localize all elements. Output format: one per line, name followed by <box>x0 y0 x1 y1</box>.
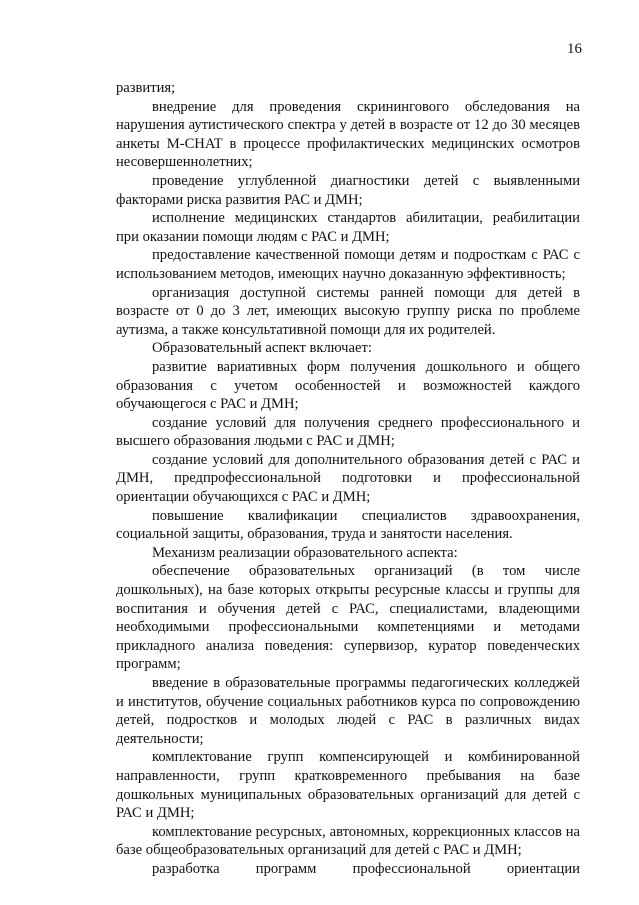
paragraph: повышение квалификации специалистов здравоохранения, социальной защиты, образования, труда и занятости населения. <box>116 507 580 543</box>
paragraph: Механизм реализации образовательного аспекта: <box>152 544 458 561</box>
document-body <box>116 79 580 879</box>
page-number: 16 <box>567 41 582 57</box>
paragraph: создание условий для дополнительного образования детей с РАС и ДМН, предпрофессиональной подготовки и профессиональной ориентации обучающихся с РАС и ДМН; <box>116 451 580 506</box>
paragraph: комплектование групп компенсирующей и комбинированной направленности, групп кратковременного пребывания на базе дошкольных муниципальных образовательных организаций для детей с РАС и ДМН; <box>116 749 580 822</box>
paragraph: Образовательный аспект включает: <box>152 340 372 357</box>
paragraph: предоставление качественной помощи детям и подросткам с РАС с использованием методов, имеющих научно доказанную эффективность; <box>116 247 580 282</box>
paragraph: внедрение для проведения скринингового обследования на нарушения аутистического спектра у детей в возрасте от 12 до 30 месяцев анкеты M-CHAT в процессе профилактических медицинских осмотров несовершеннолетних; <box>116 98 580 171</box>
paragraph: проведение углубленной диагностики детей с выявленными факторами риска развития РАС и ДМН; <box>116 172 580 208</box>
paragraph: обеспечение образовательных организаций (в том числе дошкольных), на базе которых открыты ресурсные классы и группы для воспитания и обучения детей с РАС, специалистами, владеющими необходимыми профессиональными компетенциями и методами прикладного анализа поведения: супервизор, куратор поведенческих программ; <box>116 563 580 673</box>
paragraph-continued: разработка программ профессиональной ориентации <box>152 860 580 877</box>
paragraph: введение в образовательные программы педагогических колледжей и институтов, обучение социальных работников курса по сопровождению детей, подростков и молодых людей с РАС в различных видах деятельности; <box>116 675 580 747</box>
paragraph: создание условий для получения среднего профессионального и высшего образования людьми с РАС и ДМН; <box>116 414 580 450</box>
paragraph: развитие вариативных форм получения дошкольного и общего образования с учетом особенностей и возможностей каждого обучающегося с РАС и ДМН; <box>116 358 580 413</box>
paragraph: организация доступной системы ранней помощи для детей в возрасте от 0 до 3 лет, имеющих высокую группу риска по проблеме аутизма, а также консультативной помощи для их родителей. <box>116 284 580 338</box>
paragraph: комплектование ресурсных, автономных, коррекционных классов на базе общеобразовательных организаций для детей с РАС и ДМН; <box>116 823 580 859</box>
paragraph: развития; <box>116 80 176 96</box>
paragraph: исполнение медицинских стандартов абилитации, реабилитации при оказании помощи людям с РАС и ДМН; <box>116 210 580 245</box>
